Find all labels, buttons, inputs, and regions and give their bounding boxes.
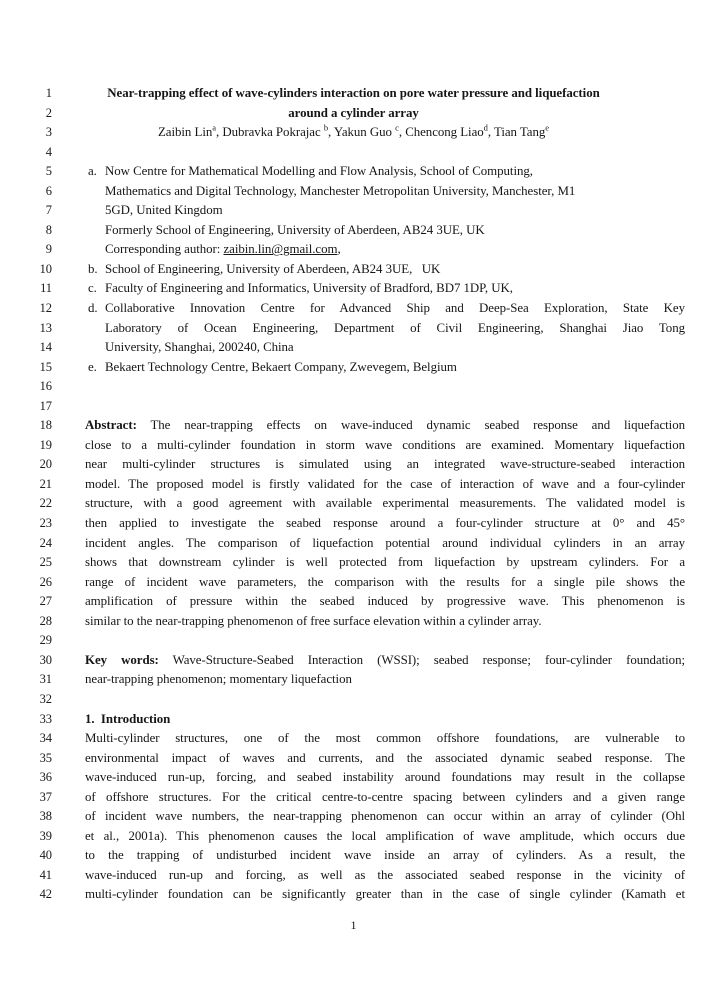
line-number: 41	[39, 867, 52, 882]
affiliation-c-line	[0, 279, 707, 299]
author-affiliation-mark: b	[323, 122, 329, 133]
line-number: 6	[45, 183, 52, 198]
paper-title-continued: around a cylinder array	[288, 105, 419, 120]
keywords-line	[0, 651, 707, 671]
abstract-line	[0, 436, 707, 456]
affiliation-d-line-1	[0, 299, 707, 319]
paper-title: Near-trapping effect of wave-cylinders interaction on pore water pressure and liquefaction	[107, 86, 600, 100]
authors-line	[0, 123, 707, 143]
blank-line	[0, 377, 707, 397]
affiliation-b-line	[0, 260, 707, 280]
blank-line	[0, 631, 707, 651]
corresponding-author-label: Corresponding author:	[105, 242, 224, 257]
abstract-text: range of incident wave parameters, the comparison with the results for a single pile shows the	[85, 574, 685, 589]
line-number: 34	[39, 731, 52, 746]
line-number: 1	[45, 86, 52, 100]
affiliation-e-line	[0, 358, 707, 378]
affiliation-d-line-3	[0, 338, 707, 358]
abstract-text: shows that downstream cylinder is well protected from liquefaction by upstream cylinders. For a	[85, 555, 685, 570]
affiliation-a-line-2	[0, 182, 707, 202]
list-marker: e.	[88, 359, 97, 374]
line-number: 40	[39, 848, 52, 863]
abstract-line	[0, 514, 707, 534]
line-number: 12	[39, 301, 52, 316]
introduction-line	[0, 768, 707, 788]
abstract-line	[0, 475, 707, 495]
author-affiliation-mark: a	[212, 122, 216, 133]
keywords-text: near-trapping phenomenon; momentary liquefaction	[85, 672, 352, 687]
abstract-text	[85, 416, 685, 436]
line-number: 42	[39, 887, 52, 902]
introduction-text: wave-induced run-up, forcing, and seabed instability around foundations may result in the collapse	[85, 770, 685, 785]
abstract-label: Abstract:	[85, 418, 137, 433]
line-number: 30	[39, 652, 52, 667]
line-number: 17	[39, 398, 52, 413]
author-name: , Chencong Liao	[398, 125, 484, 140]
abstract-line	[0, 553, 707, 573]
line-number: 19	[39, 437, 52, 452]
list-marker: c.	[88, 281, 97, 296]
affiliation-text: Laboratory of Ocean Engineering, Department of Civil Engineering, Shanghai Jiao Tong	[105, 320, 685, 335]
author-name: , Yakun Guo	[328, 125, 396, 140]
affiliation-a-line-3	[0, 201, 707, 221]
introduction-line	[0, 846, 707, 866]
line-number: 28	[39, 613, 52, 628]
abstract-line	[0, 573, 707, 593]
introduction-text: of incident wave numbers, the near-trapping phenomenon can occur within an array of cylinder (Ohl	[85, 809, 685, 824]
abstract-text: similar to the near-trapping phenomenon of free surface elevation within a cylinder array.	[85, 613, 542, 628]
abstract-line	[0, 416, 707, 436]
title-line-1	[0, 84, 707, 104]
abstract-line	[0, 612, 707, 632]
abstract-text: incident angles. The comparison of liquefaction potential around individual cylinders in an array	[85, 535, 685, 550]
line-number: 14	[39, 340, 52, 355]
abstract-text: close to a multi-cylinder foundation in storm wave conditions are examined. Momentary liquefaction	[85, 437, 685, 452]
line-number: 2	[45, 105, 52, 120]
line-number: 35	[39, 750, 52, 765]
page-body	[0, 84, 707, 905]
affiliation-text: Mathematics and Digital Technology, Manchester Metropolitan University, Manchester, M1	[105, 183, 576, 198]
line-number: 29	[39, 633, 52, 648]
introduction-text: of offshore structures. For the critical centre-to-centre spacing between cylinders and a given range	[85, 789, 685, 804]
keywords-label: Key words:	[85, 652, 159, 667]
email-link[interactable]: zaibin.lin@gmail.com	[223, 242, 338, 257]
line-number: 18	[39, 418, 52, 433]
line-number: 8	[45, 222, 52, 237]
introduction-line	[0, 788, 707, 808]
abstract-text: then applied to investigate the seabed response around a four-cylinder structure at 0° and 45°	[85, 516, 685, 531]
line-number: 38	[39, 809, 52, 824]
line-number: 9	[45, 242, 52, 257]
introduction-line	[0, 749, 707, 769]
line-number: 31	[39, 672, 52, 687]
abstract-text: structure, with a good agreement with available experimental measurements. The validated model is	[85, 496, 685, 511]
section-heading-line	[0, 710, 707, 730]
trailing-comma: ,	[337, 242, 341, 257]
affiliation-item	[85, 162, 685, 182]
introduction-line	[0, 866, 707, 886]
author-name: , Tian Tang	[487, 125, 546, 140]
keywords-body: Wave-Structure-Seabed Interaction (WSSI); seabed response; four-cylinder foundation;	[158, 652, 685, 667]
line-number: 23	[39, 516, 52, 531]
introduction-text: to the trapping of undisturbed incident wave inside an array of cylinders. As a result, the	[85, 848, 685, 863]
affiliation-text: School of Engineering, University of Aberdeen, AB24 3UE, UK	[105, 261, 441, 276]
abstract-text: near multi-cylinder structures is simulated using an integrated wave-structure-seabed interaction	[85, 457, 685, 472]
line-number: 27	[39, 594, 52, 609]
line-number: 33	[39, 711, 52, 726]
abstract-text: model. The proposed model is firstly validated for the case of interaction of wave and a four-cylinder	[85, 476, 685, 491]
abstract-line	[0, 534, 707, 554]
list-marker: a.	[88, 164, 97, 179]
introduction-text: environmental impact of waves and currents, and the associated dynamic seabed response. The	[85, 750, 685, 765]
abstract-text: amplification of pressure within the seabed induced by progressive wave. This phenomenon is	[85, 594, 685, 609]
list-marker: d.	[88, 301, 98, 316]
section-heading-introduction: 1. Introduction	[85, 711, 171, 726]
line-number: 20	[39, 457, 52, 472]
line-number: 32	[39, 691, 52, 706]
line-number: 21	[39, 476, 52, 491]
introduction-line	[0, 885, 707, 905]
line-number: 11	[40, 281, 52, 296]
affiliation-a-line-4	[0, 221, 707, 241]
line-number: 26	[39, 574, 52, 589]
introduction-line	[0, 827, 707, 847]
line-number: 4	[45, 144, 52, 159]
page-number: 1	[350, 918, 357, 932]
author-name: Zaibin Lin	[157, 125, 213, 140]
introduction-text: wave-induced run-up and forcing, as well as the associated seabed response in the vicinity of	[85, 867, 685, 882]
abstract-line	[0, 592, 707, 612]
abstract-line	[0, 494, 707, 514]
author-affiliation-mark: e	[545, 122, 550, 133]
line-number: 24	[39, 535, 52, 550]
line-number: 5	[45, 164, 52, 179]
affiliation-text: Bekaert Technology Centre, Bekaert Company, Zwevegem, Belgium	[105, 359, 457, 374]
introduction-text: Multi-cylinder structures, one of the most common offshore foundations, are vulnerable to	[85, 731, 685, 746]
author-affiliation-mark: d	[483, 122, 488, 133]
corresponding-author	[85, 240, 685, 260]
line-number: 7	[45, 203, 52, 218]
line-number: 25	[39, 555, 52, 570]
blank-line	[0, 690, 707, 710]
affiliation-text: Formerly School of Engineering, University of Aberdeen, AB24 3UE, UK	[105, 222, 485, 237]
affiliation-item	[85, 260, 685, 280]
line-number: 39	[39, 828, 52, 843]
line-number: 37	[39, 789, 52, 804]
line-number: 15	[39, 359, 52, 374]
author-affiliation-mark: c	[395, 122, 399, 133]
introduction-text: et al., 2001a). This phenomenon causes the local amplification of wave amplitude, which occurs due	[85, 828, 685, 843]
list-marker: b.	[88, 261, 98, 276]
introduction-line	[0, 807, 707, 827]
introduction-line	[0, 729, 707, 749]
affiliation-text: University, Shanghai, 200240, China	[105, 340, 294, 355]
keywords-line	[0, 670, 707, 690]
line-number: 3	[45, 125, 52, 140]
line-number: 22	[39, 496, 52, 511]
line-number: 36	[39, 770, 52, 785]
blank-line	[0, 397, 707, 417]
author-list	[0, 123, 707, 143]
title-line-2	[0, 104, 707, 124]
affiliation-item	[85, 358, 685, 378]
affiliation-text: 5GD, United Kingdom	[105, 203, 223, 218]
keywords-text	[85, 651, 685, 671]
introduction-text: multi-cylinder foundation can be significantly greater than in the case of single cylinder (Kamath et	[85, 887, 685, 902]
affiliation-a-line-1	[0, 162, 707, 182]
line-number: 16	[39, 379, 52, 394]
affiliation-item	[85, 279, 685, 299]
affiliation-text: Collaborative Innovation Centre for Advanced Ship and Deep-Sea Exploration, State Key	[105, 301, 685, 316]
affiliation-item	[85, 299, 685, 319]
abstract-body: The near-trapping effects on wave-induced dynamic seabed response and liquefaction	[136, 418, 685, 433]
corresponding-author-line	[0, 240, 707, 260]
blank-line	[0, 143, 707, 163]
line-number: 10	[39, 261, 52, 276]
abstract-line	[0, 455, 707, 475]
affiliation-d-line-2	[0, 319, 707, 339]
affiliation-text: Now Centre for Mathematical Modelling and Flow Analysis, School of Computing,	[105, 164, 533, 179]
line-number: 13	[39, 320, 52, 335]
author-name: , Dubravka Pokrajac	[215, 125, 324, 140]
affiliation-text: Faculty of Engineering and Informatics, University of Bradford, BD7 1DP, UK,	[105, 281, 513, 296]
